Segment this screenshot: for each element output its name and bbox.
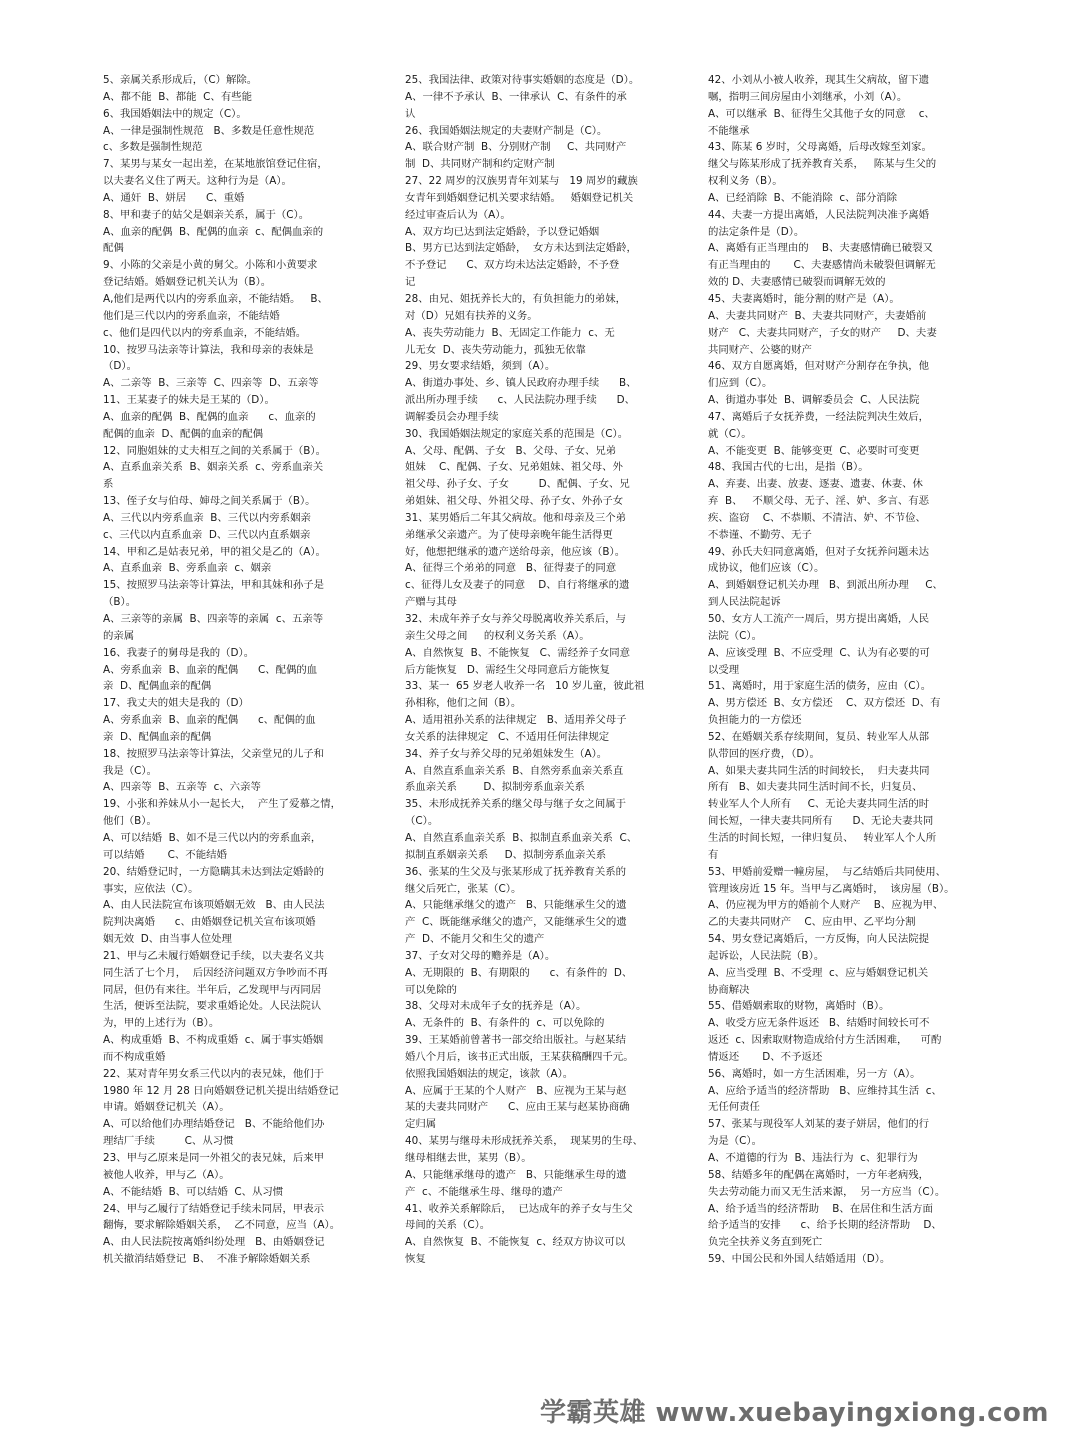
text-line: 法院（C）。 xyxy=(708,629,763,642)
text-line: 机关撤消结婚登记 B、 不准予解除婚姻关系 xyxy=(103,1253,311,1266)
text-line: 继父后死亡，张某（C）。 xyxy=(405,882,522,895)
text-line: 负担能力的一方偿还 xyxy=(708,714,802,727)
text-line: A、二亲等 B、三亲等 C、四亲等 D、五亲等 xyxy=(103,377,319,390)
site-watermark: 学霸英雄 www.xuebayingxiong.com xyxy=(540,1398,1049,1428)
text-line: 28、由兄、姐抚养长大的，有负担能力的弟妹， xyxy=(405,292,627,305)
text-line: 20、结婚登记时，一方隐瞒其未达到法定婚龄的 xyxy=(103,865,325,878)
text-line: 23、甲与乙原来是同一外祖父的表兄妹，后来甲 xyxy=(103,1152,325,1164)
text-line: 产 c、不能继承生母、继母的遗产 xyxy=(405,1185,563,1198)
text-line: 亲 D、配偶血亲的配偶 xyxy=(103,680,212,693)
text-line: 继父与陈某形成了抚养教育关系， 陈某与生父的 xyxy=(708,158,937,171)
text-line: A、街道办事处、乡、镇人民政府办理手续 B、 xyxy=(405,377,637,390)
text-line: 婚八个月后，该书正式出版，王某获稿酬四千元。 xyxy=(405,1050,634,1063)
text-line: A、不道德的行为 B、违法行为 c、犯罪行为 xyxy=(708,1152,918,1164)
text-line: 经过审查后认为（A）。 xyxy=(405,208,511,221)
text-line: 他们（B）。 xyxy=(103,815,157,828)
text-line: 系血亲关系 D、拟制旁系血亲关系 xyxy=(405,781,585,794)
text-line: A、构成重婚 B、不构成重婚 c、属于事实婚姻 xyxy=(103,1034,324,1047)
text-line: 无任何责任 xyxy=(708,1101,760,1114)
text-line: 51、离婚时，用于家庭生活的债务，应由（C）。 xyxy=(708,680,932,693)
text-line: 祖父母、孙子女、子女 D、配偶、子女、兄 xyxy=(405,478,630,491)
text-line: 15、按照罗马法亲等计算法，甲和其妹和孙子是 xyxy=(103,579,325,592)
text-line: A、如果夫妻共同生活的时间较长， 归夫妻共同 xyxy=(708,764,930,777)
text-line: 11、王某妻子的妹夫是王某的（D）。 xyxy=(103,394,275,407)
text-line: 间长短，一律夫妻共同所有 D、无论夫妻共同 xyxy=(708,815,934,828)
text-line: 32、未成年养子女与养父母脱离收养关系后，与 xyxy=(405,613,627,625)
text-line: 24、甲与乙履行了结婚登记手续未同居，甲表示 xyxy=(103,1202,325,1215)
text-line: 8、甲和妻子的姑父是姻亲关系，属于（C）。 xyxy=(103,208,310,221)
text-line: 41、收养关系解除后， 已达成年的养子女与生父 xyxy=(405,1202,633,1215)
text-line: 34、养子女与养父母的兄弟姐妹发生（A）。 xyxy=(405,747,608,760)
text-line: 55、借婚姻索取的财物，离婚时（B）。 xyxy=(708,1000,890,1013)
text-line: A、到婚姻登记机关办理 B、到派出所办理 C、 xyxy=(708,579,943,592)
text-line: A、旁系血亲 B、血亲的配偶 c、配偶的血 xyxy=(103,714,316,727)
text-line: 不恭谨、不勤劳、无子 xyxy=(708,528,812,541)
text-line: 14、甲和乙是姑表兄弟，甲的祖父是乙的（A）。 xyxy=(103,545,326,558)
text-line: 48、我国古代的七出，是指（B）。 xyxy=(708,461,869,474)
text-line: 47、离婚后子女抚养费，一经法院判决生效后， xyxy=(708,410,930,423)
text-line: （B）。 xyxy=(103,596,137,609)
text-line: 好，他想把继承的遗产送给母亲，他应该（B）。 xyxy=(405,545,626,558)
text-line: 弃 B、 不顺父母、无子、淫、妒、多言、有恶 xyxy=(708,495,930,508)
text-line: 58、结婚多年的配偶在离婚时，一方年老病残， xyxy=(708,1168,930,1181)
text-line: 后方能恢复 D、需经生父母同意后方能恢复 xyxy=(405,663,610,676)
middle-column xyxy=(405,72,677,1268)
text-line: A、应属于王某的个人财产 B、应视为王某与赵 xyxy=(405,1084,627,1097)
text-line: 制 D、共同财产制和约定财产制 xyxy=(405,158,555,171)
text-line: 可以免除的 xyxy=(405,983,457,996)
text-line: A、街道办事处 B、调解委员会 C、人民法院 xyxy=(708,394,920,407)
text-line: A、应当受理 B、不受理 c、应与婚姻登记机关 xyxy=(708,966,929,979)
text-line: A、离婚有正当理由的 B、夫妻感情确已破裂又 xyxy=(708,242,933,255)
text-line: A、可以结婚 B、如不是三代以内的旁系血亲， xyxy=(103,831,322,844)
text-line: 36、张某的生父及与张某形成了抚养教育关系的 xyxy=(405,865,627,878)
text-line: 系 xyxy=(103,478,114,491)
text-line: A、不能结婚 B、可以结婚 C、从习惯 xyxy=(103,1185,284,1198)
text-line: 亲生父母之间 的权利义务关系（A）。 xyxy=(405,629,590,642)
text-line: 失去劳动能力而又无生活来源， 另一方应当（C）。 xyxy=(708,1185,946,1198)
text-line: 30、我国婚姻法规定的家庭关系的范围是（C）。 xyxy=(405,427,629,440)
text-line: 43、陈某 6 岁时，父母离婚，后母改嫁至刘家。 xyxy=(708,141,932,154)
text-line: 的亲属 xyxy=(103,629,135,642)
text-line: 26、我国婚姻法规定的夫妻财产制是（C）。 xyxy=(405,124,608,137)
text-line: （C）。 xyxy=(405,815,439,828)
text-line: 继母相继去世，某男（B）。 xyxy=(405,1152,532,1164)
text-line: 为，甲的上述行为（B）。 xyxy=(103,1017,220,1030)
text-line: 翻悔，要求解除婚姻关系， 乙不同意，应当（A）。 xyxy=(103,1219,341,1232)
text-line: A、男方偿还 B、女方偿还 C、双方偿还 D、有 xyxy=(708,697,941,710)
text-line: 53、甲婚前爱赠一幢房屋， 与乙结婚后共同使用、 xyxy=(708,865,947,878)
text-line: 情返还 D、不予返还 xyxy=(708,1050,823,1063)
text-line: 产 D、不能月父和生父的遗产 xyxy=(405,933,545,946)
text-line: A、一律是强制性规范 B、多数是任意性规范 xyxy=(103,124,315,137)
text-line: 56、离婚时，如一方生活困难，另一方（A）。 xyxy=(708,1067,921,1080)
text-line: 21、甲与乙未履行婚姻登记手续，以夫妻名义共 xyxy=(103,949,325,962)
text-line: 就（C）。 xyxy=(708,427,752,440)
text-line: 孙相称，他们之间（B）。 xyxy=(405,697,522,710)
text-line: 负完全扶养义务直到死亡 xyxy=(708,1236,823,1249)
text-line: 的法定条件是（D）。 xyxy=(708,225,805,238)
text-line: A,他们是两代以内的旁系血亲，不能结婚。 B、 xyxy=(103,292,328,305)
text-line: A、直系血亲 B、旁系血亲 c、姻亲 xyxy=(103,562,272,575)
text-line: A、都不能 B、都能 C、有些能 xyxy=(103,90,252,103)
text-line: 依照我国婚姻法的规定，该款（A）。 xyxy=(405,1067,574,1080)
text-line: 认 xyxy=(405,107,416,120)
text-line: 到人民法院起诉 xyxy=(708,596,781,609)
text-line: 母间的关系（C）。 xyxy=(405,1219,491,1232)
text-line: A、无条件的 B、有条件的 c、可以免除的 xyxy=(405,1017,605,1030)
text-line: 不予登记 C、双方均未达法定婚龄，不予登 xyxy=(405,259,620,272)
text-line: 管理该房近 15 年。当甲与乙离婚时， 该房屋（B）。 xyxy=(708,882,955,895)
text-line: A、征得三个弟弟的同意 B、征得妻子的同意 xyxy=(405,562,617,575)
text-line: 22、某对青年男女系三代以内的表兄妹，他们于 xyxy=(103,1067,325,1080)
text-line: A、自然直系血亲关系 B、拟制直系血亲关系 C、 xyxy=(405,831,638,844)
text-line: 31、某男婚后二年其父病故。他和母亲及三个弟 xyxy=(405,511,627,524)
text-line: 6、我国婚姻法中的规定（C）。 xyxy=(103,107,247,120)
text-line: A、收受方应无条件返还 B、结婚时间较长可不 xyxy=(708,1017,930,1030)
text-line: c、征得儿女及妻子的同意 D、自行将继承的遗 xyxy=(405,579,630,592)
text-line: A、可以给他们办理结婚登记 B、不能给他们办 xyxy=(103,1118,325,1131)
text-line: 1980 年 12 月 28 日向婚姻登记机关提出结婚登记 xyxy=(103,1084,339,1097)
text-line: 派出所办理手续 c、人民法院办理手续 D、 xyxy=(405,394,635,407)
text-line: A、应该受理 B、不应受理 C、认为有必要的可 xyxy=(708,646,930,659)
text-line: 事实，应依法（C）。 xyxy=(103,882,199,895)
text-line: 队带回的医疗费，（D）。 xyxy=(708,747,820,760)
text-line: 我是（C）。 xyxy=(103,764,158,777)
text-line: A、自然恢复 B、不能恢复 c、经双方协议可以 xyxy=(405,1236,626,1249)
text-line: 以夫妻名义住了两天。这种行为是（A）。 xyxy=(103,175,292,188)
text-line: 恢复 xyxy=(405,1253,426,1266)
text-line: 姐妹 C、配偶、子女、兄弟姐妹、祖父母、外 xyxy=(405,461,623,474)
text-line: 19、小张和养妹从小一起长大， 产生了爱慕之情， xyxy=(103,798,342,811)
text-line: 同生活了七个月， 后因经济问题双方争吵而不再 xyxy=(103,966,328,979)
text-line: 39、王某婚前曾著书一部交给出版社。与赵某结 xyxy=(405,1034,627,1047)
text-line: 46、双方自愿离婚，但对财产分割存在争执，他 xyxy=(708,360,930,373)
text-line: 10、按罗马法亲等计算法，我和母亲的表妹是 xyxy=(103,343,314,356)
text-line: 弟姐妹、祖父母、外祖父母、孙子女、外孙子女 xyxy=(405,495,624,508)
text-line: 拟制直系姻亲关系 D、拟制旁系血亲关系 xyxy=(405,848,607,861)
text-line: A、丧失劳动能力 B、无固定工作能力 c、无 xyxy=(405,326,615,339)
text-line: 院判决离婚 c、由婚姻登记机关宣布该项婚 xyxy=(103,916,316,929)
text-line: A、直系血亲关系 B、姻亲关系 c、旁系血亲关 xyxy=(103,461,324,474)
text-line: 35、未形成抚养关系的继父母与继子女之间属于 xyxy=(405,798,627,811)
text-line: c、三代以内直系血亲 D、三代以内直系姻亲 xyxy=(103,528,311,541)
text-line: 同居，但仍有来往。半年后，乙发现甲与丙同居 xyxy=(103,983,322,996)
text-line: 乙的夫妻共同财产 C、应由甲、乙平均分割 xyxy=(708,916,916,929)
text-line: A、血亲的配偶 B、配偶的血亲 c、配偶血亲的 xyxy=(103,225,324,238)
text-line: 5、亲属关系形成后，（C）解除。 xyxy=(103,74,258,86)
text-line: 18、按照罗马法亲等计算法，父亲堂兄的儿子和 xyxy=(103,747,325,760)
left-column xyxy=(103,72,375,1268)
text-line: 调解委员会办理手续 xyxy=(405,410,499,423)
text-line: 59、中国公民和外国人结婚适用（D）。 xyxy=(708,1253,891,1266)
text-line: 16、我妻子的舅母是我的（D）。 xyxy=(103,646,255,659)
text-line: 44、夫妻一方提出离婚，人民法院判决准予离婚 xyxy=(708,208,930,221)
text-line: 共同财产、公婆的财产 xyxy=(708,343,812,356)
text-line: 权利义务（B）。 xyxy=(708,175,783,188)
text-line: 理结厂手续 C、从习惯 xyxy=(103,1135,234,1148)
text-line: 记 xyxy=(405,276,416,289)
text-line: A、由人民法院宣布该项婚姻无效 B、由人民法 xyxy=(103,899,325,912)
text-line: A、三代以内旁系血亲 B、三代以内旁系姻亲 xyxy=(103,511,311,524)
text-line: A、四亲等 B、五亲等 c、六亲等 xyxy=(103,781,261,794)
text-line: 以受理 xyxy=(708,663,740,676)
text-line: 登记结婚。婚姻登记机关认为（B）。 xyxy=(103,276,272,289)
text-line: 有 xyxy=(708,848,719,861)
text-line: A、只能继承继母的遗产 B、只能继承生母的遗 xyxy=(405,1168,627,1181)
text-line: 嘱，指明三间房屋由小刘继承，小刘（A）。 xyxy=(708,90,908,103)
text-line: 财产 C、夫妻共同财产，子女的财产 D、夫妻 xyxy=(708,326,937,339)
text-line: A、自然恢复 B、不能恢复 C、需经养子女同意 xyxy=(405,646,631,659)
text-line: 45、夫妻离婚时，能分割的财产是（A）。 xyxy=(708,292,900,305)
text-line: 被他人收养，甲与乙（A）。 xyxy=(103,1168,230,1181)
text-line: （D）。 xyxy=(103,360,137,373)
text-line: 12、同胞姐妹的丈夫相互之间的关系属于（B）。 xyxy=(103,444,326,457)
text-line: 定归属 xyxy=(405,1118,437,1131)
text-line: 而不构成重婚 xyxy=(103,1050,166,1063)
text-line: A、通奸 B、姘居 C、重婚 xyxy=(103,191,245,204)
text-line: 有正当理由的 C、夫妻感情尚未破裂但调解无 xyxy=(708,259,936,272)
text-line: A、适用祖孙关系的法律规定 B、适用养父母子 xyxy=(405,714,627,727)
text-line: B、男方已达到法定婚龄， 女方未达到法定婚龄， xyxy=(405,242,637,255)
text-line: 生活，便诉至法院，要求重婚论处。人民法院认 xyxy=(103,1000,322,1013)
text-line: 17、我丈夫的姐夫是我的（D） xyxy=(103,697,249,710)
text-line: A、旁系血亲 B、血亲的配偶 C、配偶的血 xyxy=(103,663,318,676)
text-line: 返还 c、因索取财物造成给付方生活困难， 可酌 xyxy=(708,1034,942,1047)
text-line: 申请。婚姻登记机关（A）。 xyxy=(103,1101,230,1114)
text-line: A、父母、配偶、子女 B、父母、子女、兄弟 xyxy=(405,444,617,457)
right-column xyxy=(708,72,980,1268)
text-line: 某的夫妻共同财产 C、应由王某与赵某协商确 xyxy=(405,1101,630,1114)
text-line: 29、男女要求结婚，须到（A）。 xyxy=(405,360,556,373)
text-line: 13、侄子女与伯母、婶母之间关系属于（B）。 xyxy=(103,495,316,508)
text-line: 们应到（C）。 xyxy=(708,377,773,390)
text-line: 配偶的血亲 D、配偶的血亲的配偶 xyxy=(103,427,264,440)
text-line: 可以结婚 C、不能结婚 xyxy=(103,848,227,861)
text-line: 57、张某与现役军人刘某的妻子姘居，他们的行 xyxy=(708,1118,930,1131)
text-line: A、只能继承继父的遗产 B、只能继承生父的遗 xyxy=(405,899,627,912)
text-line: 配偶 xyxy=(103,242,124,255)
text-line: 产 C、既能继承继父的遗产，又能继承生父的遗 xyxy=(405,916,627,929)
text-line: A、仍应视为甲方的婚前个人财产 B、应视为甲、 xyxy=(708,899,944,912)
text-line: 对（D）兄姐有扶养的义务。 xyxy=(405,309,538,322)
text-line: A、联合财产制 B、分别财产制 C、共同财产 xyxy=(405,141,627,154)
text-line: 起诉讼，人民法院（B）。 xyxy=(708,949,825,962)
text-line: 27、22 周岁的汉族男青年刘某与 19 周岁的藏族 xyxy=(405,175,638,188)
text-line: 33、某一 65 岁老人收养一名 10 岁儿童，彼此祖 xyxy=(405,680,645,693)
text-line: 女关系的法律规定 C、不适用任何法律规定 xyxy=(405,730,610,743)
text-line: 38、父母对未成年子女的抚养是（A）。 xyxy=(405,1000,587,1013)
text-line: 产赠与其母 xyxy=(405,596,457,609)
text-line: 9、小陈的父亲是小黄的舅父。小陈和小黄要求 xyxy=(103,259,318,272)
text-line: 给予适当的安排 c、给予长期的经济帮助 D、 xyxy=(708,1219,942,1232)
text-line: A、双方均已达到法定婚龄，予以登记婚姻 xyxy=(405,225,600,238)
text-line: 女青年到婚姻登记机关要求结婚。 婚姻登记机关 xyxy=(405,191,634,204)
text-line: 生活的时间长短，一律归复员、 转业军人个人所 xyxy=(708,831,937,844)
text-line: A、给予适当的经济帮助 B、在居住和生活方面 xyxy=(708,1202,933,1215)
text-line: A、弃妻、出妻、放妻、逐妻、遗妻、休妻、休 xyxy=(708,478,923,491)
text-line: 成协议，他们应该（C）。 xyxy=(708,562,825,575)
text-line: A、由人民法院按离婚纠纷处理 B、由婚姻登记 xyxy=(103,1236,325,1249)
text-line: 40、某男与继母未形成抚养关系， 现某男的生母、 xyxy=(405,1135,644,1148)
text-line: 7、某男与某女一起出差，在某地旅馆登记住宿， xyxy=(103,158,328,171)
text-line: A、无期限的 B、有期限的 c、有条件的 D、 xyxy=(405,966,633,979)
text-line: 42、小刘从小被人收养，现其生父病故，留下遗 xyxy=(708,74,930,86)
text-line: 37、子女对父母的赡养是（A）。 xyxy=(405,949,556,962)
text-line: 他们是三代以内的旁系血亲，不能结婚 xyxy=(103,309,280,322)
text-line: A、不能变更 B、能够变更 C、必要时可变更 xyxy=(708,444,920,457)
text-line: A、已经消除 B、不能消除 c、部分消除 xyxy=(708,191,898,204)
text-line: 效的 D、夫妻感情已破裂而调解无效的 xyxy=(708,276,886,289)
text-line: 所有 B、如夫妻共同生活时间不长，归复员、 xyxy=(708,781,923,794)
text-line: 25、我国法律、政策对待事实婚姻的态度是（D）。 xyxy=(405,74,640,86)
text-line: 为是（C）。 xyxy=(708,1135,763,1148)
text-line: 54、男女登记离婚后，一方反悔，向人民法院提 xyxy=(708,933,930,946)
text-line: A、应给予适当的经济帮助 B、应维持其生活 c、 xyxy=(708,1084,942,1097)
text-line: A、夫妻共同财产 B、夫妻共同财产，夫妻婚前 xyxy=(708,309,927,322)
text-line: 不能继承 xyxy=(708,124,750,137)
text-line: 儿无女 D、丧失劳动能力，孤独无依靠 xyxy=(405,343,586,356)
text-line: A、自然直系血亲关系 B、自然旁系血亲关系直 xyxy=(405,764,624,777)
text-line: 协商解决 xyxy=(708,983,750,996)
text-line: 疾、盗窃 C、不恭顺、不清洁、妒、不节俭、 xyxy=(708,511,926,524)
text-line: 52、在婚姻关系存续期间，复员、转业军人从部 xyxy=(708,730,930,743)
text-line: A、三亲等的亲属 B、四亲等的亲属 c、五亲等 xyxy=(103,613,324,625)
text-line: c、多数是强制性规范 xyxy=(103,141,203,154)
text-line: 49、孙氏夫妇同意离婚，但对子女抚养问题未达 xyxy=(708,545,930,558)
text-line: 姻无效 D、由当事人位处理 xyxy=(103,933,232,946)
text-line: 弟继承父亲遗产。为了使母亲晚年能生活得更 xyxy=(405,528,613,541)
text-line: 50、女方人工流产一周后，男方提出离婚，人民 xyxy=(708,613,930,625)
text-line: c、他们是四代以内的旁系血亲，不能结婚。 xyxy=(103,326,307,339)
text-line: 亲 D、配偶血亲的配偶 xyxy=(103,730,212,743)
text-line: A、血亲的配偶 B、配偶的血亲 c、血亲的 xyxy=(103,410,316,423)
text-line: A、一律不予承认 B、一律承认 C、有条件的承 xyxy=(405,90,627,103)
text-line: A、可以继承 B、征得生父其他子女的同意 c、 xyxy=(708,107,935,120)
text-line: 转业军人个人所有 C、无论夫妻共同生活的时 xyxy=(708,798,930,811)
